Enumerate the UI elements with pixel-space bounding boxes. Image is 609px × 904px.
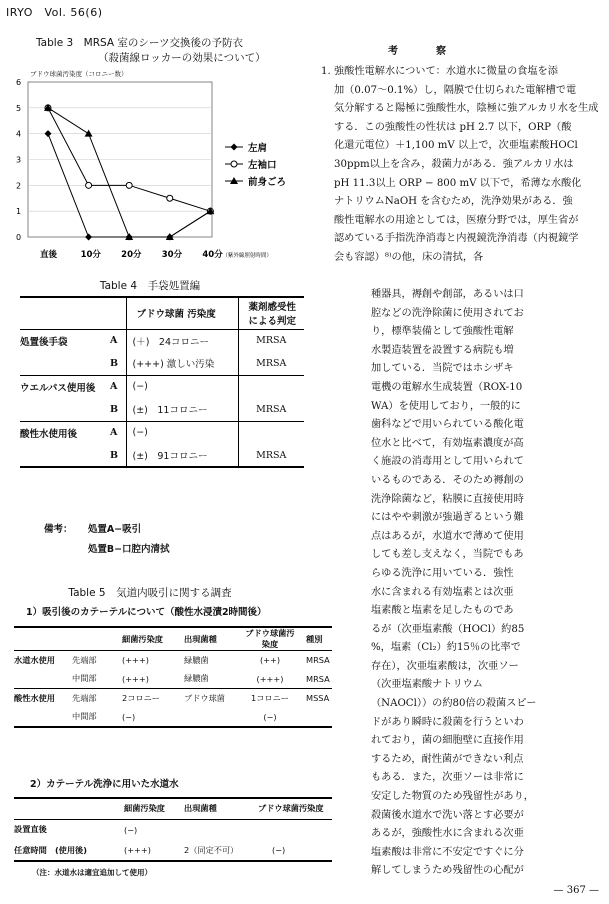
table-cell [184, 819, 258, 840]
table-cell: 2（同定不可） [184, 844, 239, 855]
table-cell: 緑膿菌 [184, 654, 209, 665]
body-line: 化還元電位）＋1,100 mV 以上で，次亜塩素酸HOCl [334, 140, 578, 152]
table-header-cell: 種別 [306, 633, 323, 644]
table4-group [20, 375, 304, 421]
body-line: いるものである．そのため褥創の [371, 474, 524, 486]
body-line: 電機の電解水生成装置（ROX-10 [371, 381, 523, 393]
x-axis-note: （紫外線照射時間） [222, 253, 272, 259]
table-cell: 2コロニー [122, 692, 160, 703]
judgement-cell [238, 421, 304, 444]
table-cell [258, 819, 332, 840]
table-row [14, 819, 332, 840]
table-header-cell: 出現菌種 [184, 803, 217, 814]
y-tick-label: 4 [16, 129, 22, 139]
page-number: — 367 — [553, 885, 599, 896]
x-tick-label: 10分 [80, 250, 101, 260]
table5-title: Table 5 気道内吸引に関する調査 [68, 587, 232, 599]
body-line: する．この強酸性の性状は pH 2.7 以下，ORP（酸 [334, 121, 572, 133]
table-header-cell [110, 297, 126, 329]
table-header-cell: 薬剤感受性 による判定 [238, 297, 304, 329]
table5-sub2: 2）カテーテル洗浄に用いた水道水 [30, 779, 179, 790]
table-header-cell: 出現菌種 [184, 633, 217, 644]
body-line: 加している．当院ではホシザキ [371, 363, 514, 375]
body-line: ナトリウムNaOH を含むため，洗浄効果がある．強 [334, 196, 573, 208]
body-line: 腔などの洗浄除菌に使用されてお [371, 307, 524, 319]
body-line: WA）を使用しており，一般的に [371, 400, 521, 412]
judgement-cell [238, 375, 304, 398]
body-line: らゆる洗浄に用いている．強性 [371, 567, 514, 579]
judgement-cell: MRSA [238, 444, 304, 467]
table-cell: 緑膿菌 [184, 673, 209, 684]
y-tick-label: 0 [16, 233, 22, 242]
table-cell: (+++) [256, 673, 284, 684]
judgement-cell: MRSA [238, 329, 304, 352]
contamination-cell: (±) 11コロニー [126, 398, 238, 421]
body-line: ドがあり瞬時に殺菌を行うといわ [371, 716, 524, 728]
table-cell: (−) [263, 711, 277, 722]
discussion-body-wide [334, 63, 602, 268]
table-cell: (−) [122, 711, 136, 722]
table-row [20, 375, 304, 398]
table-row [14, 670, 332, 689]
table-cell: MRSA [306, 673, 330, 684]
contamination-cell: (±) 91コロニー [126, 444, 238, 467]
body-line: 種器具，褥創や創部，あるいは口 [371, 289, 524, 300]
notes-label: 備考： [44, 524, 73, 535]
procedure-cell: B [110, 403, 119, 415]
table-row [20, 329, 304, 352]
body-line: 解してしまうため残留性の心配が [371, 865, 524, 877]
body-line: 酸性電解水の用途としては，医療分野では，厚生省が [334, 214, 579, 226]
y-tick-label: 6 [16, 78, 22, 87]
body-line: （次亜塩素酸ナトリウム [371, 679, 483, 691]
judgement-cell: MRSA [238, 398, 304, 421]
table5-sub1: 1）吸引後のカテーテルについて（酸性水浸漬2時間後） [26, 607, 267, 618]
table-cell [14, 708, 72, 727]
marker-circle [167, 195, 173, 201]
table4-header-row [20, 297, 304, 329]
procedure-cell: B [110, 357, 119, 369]
marker-circle [86, 182, 92, 188]
judgement-cell: MRSA [238, 352, 304, 375]
chart-legend [225, 142, 286, 188]
table-row [20, 444, 304, 467]
y-tick-label: 5 [16, 103, 22, 113]
table-cell [298, 708, 332, 727]
body-line: 安定した物質のため残留性があり， [371, 791, 534, 803]
table-cell: (+++) [122, 673, 149, 684]
legend-label: 左肩 [248, 143, 268, 154]
body-line: 加（0.07〜0.1%）し，隔膜で仕切られた電解槽で電 [334, 84, 577, 96]
table-cell: 先端部 [72, 654, 97, 665]
table-cell: 1コロニー [251, 692, 289, 703]
table-cell: 設置直後 [14, 824, 47, 835]
body-line: あるが，強酸性水に含まれる次亜 [371, 828, 524, 840]
table3-title-line1: Table 3 MRSA 室のシーツ交換後の予防衣 [36, 37, 243, 49]
body-line: 塩素酸と塩素を足したものであ [371, 605, 514, 617]
table-cell: (++) [259, 655, 281, 666]
procedure-cell: B [110, 449, 119, 461]
table-header-cell: ブドウ球菌汚染度 [245, 628, 295, 649]
table-header-cell: ブドウ球菌汚染度 [258, 803, 324, 814]
table-header-cell: 細菌汚染度 [124, 803, 165, 814]
marker-circle [126, 182, 132, 188]
group-label: 酸性水使用後 [20, 428, 78, 440]
table-cell: (−) [124, 824, 138, 835]
table-header-cell [72, 627, 122, 651]
body-line: れており，菌の細胞壁に直接作用 [371, 735, 524, 747]
table4-group [20, 329, 304, 375]
body-line: 会も容認）⁸⁾の他，床の清拭，各 [334, 251, 484, 263]
table-header-cell [14, 798, 124, 819]
x-tick-label: 20分 [121, 250, 142, 260]
table-cell: (−) [272, 845, 286, 855]
table-cell: 水道水使用 [14, 654, 55, 665]
table-cell: 酸性水使用 [14, 692, 55, 703]
body-line: 殺菌後水道水で洗い落とす必要が [371, 809, 524, 821]
body-line: もある．また，次亜ソーは非常に [371, 772, 524, 784]
table-cell: 先端部 [72, 692, 97, 703]
x-tick-label: 直後 [40, 250, 58, 260]
table5a-group [14, 689, 332, 727]
body-line: るが（次亜塩素酸（HOCl）約85 [371, 623, 525, 635]
table-cell: (+++) [124, 845, 151, 855]
table-header-cell: ブドウ球菌 汚染度 [126, 297, 238, 329]
body-line: 歯科などで用いられている酸化電 [371, 419, 524, 431]
contamination-cell: (−) [126, 375, 238, 398]
table4-title: Table 4 手袋処置編 [99, 280, 201, 292]
table-cell: MRSA [306, 655, 330, 666]
table-cell: (+++) [122, 655, 149, 666]
table4-group [20, 421, 304, 467]
marker-circle [231, 161, 237, 167]
table-row [14, 840, 332, 861]
table3-line-chart [0, 72, 310, 262]
table-cell [184, 708, 242, 727]
table-header-cell [14, 627, 72, 651]
section-heading: 考 察 [388, 46, 460, 57]
table-row [20, 421, 304, 444]
table-row [14, 689, 332, 708]
body-line: するため，耐性菌ができない利点 [371, 753, 524, 765]
table4 [20, 296, 304, 468]
body-line: く施設の消毒用として用いられて [371, 456, 524, 468]
y-tick-label: 2 [16, 181, 22, 191]
table-row [20, 352, 304, 375]
contamination-cell: (＋) 24コロニー [126, 329, 238, 352]
body-line: 点はあるが，水道水で薄めて使用 [371, 530, 524, 542]
chart-ylabel: ブドウ球菌汚染度（コロニー数） [30, 70, 128, 78]
body-line: 存在），次亜塩素酸は，次亜ソー [371, 660, 519, 672]
y-tick-label: 3 [16, 155, 22, 165]
note-item: 処置B−口腔内清拭 [87, 544, 170, 555]
table-cell: 中間部 [72, 673, 97, 684]
table5b-body [14, 819, 332, 861]
body-line: 30ppm以上を含み，殺菌力がある．強アルカリ水は [334, 158, 574, 170]
x-tick-label: 40分 [202, 250, 223, 260]
table-cell: 任意時間 (使用後) [14, 844, 87, 855]
table3-title [36, 36, 266, 66]
table-row [14, 708, 332, 727]
body-line: 認めている手指洗浄消毒と内視鏡洗浄消毒（内視鏡学 [334, 233, 579, 245]
table-cell: MSSA [306, 693, 330, 704]
table5-catheter-table [14, 626, 332, 728]
body-line: 水製造装置を設置する病院も増 [371, 344, 514, 356]
body-line: しても差し支えなく，当院でもあ [371, 549, 524, 561]
table-cell: 中間部 [72, 711, 97, 721]
procedure-cell: A [110, 381, 118, 393]
body-line: り，標準装備として強酸性電解 [371, 326, 514, 338]
table5a-group [14, 651, 332, 689]
table5-note: （注：水道水は適宜追加して使用） [32, 868, 152, 877]
table5-tapwater-table [14, 797, 332, 862]
table5a-header-row [14, 627, 332, 651]
body-line: にはやや刺激が強過ぎるという難 [371, 512, 524, 524]
table5b-header-row [14, 798, 332, 819]
body-line: pH 11.3以上 ORP − 800 mV 以下で，希薄な水酸化 [334, 177, 582, 189]
body-line: 水に含まれる有効塩素とは次亜 [371, 586, 514, 598]
note-item: 処置A−吸引 [87, 524, 142, 535]
body-line: 強酸性電解水について：水道水に微量の食塩を添 [334, 66, 558, 77]
table-row [14, 651, 332, 670]
marker-diamond [231, 144, 238, 151]
discussion-body-narrow [371, 286, 602, 881]
body-line: （NAOCl））の約80倍の殺菌スピー [371, 698, 537, 710]
table-cell [14, 670, 72, 689]
group-label: ウエルパス使用後 [20, 382, 96, 394]
table3-title-line2: （殺菌線ロッカーの効果について） [98, 52, 266, 64]
y-tick-label: 1 [16, 207, 22, 217]
body-line: 塩素酸は非常に不安定ですぐに分 [371, 846, 524, 858]
item-number: 1. [321, 66, 331, 77]
table-header-cell: 細菌汚染度 [122, 633, 163, 644]
table4-notes [44, 520, 170, 560]
contamination-cell: (−) [126, 421, 238, 444]
running-header: IRYO Vol. 56(6) [6, 6, 103, 19]
x-tick-label: 30分 [161, 250, 183, 260]
table-cell: ブドウ球菌 [184, 692, 225, 703]
procedure-cell: A [110, 427, 118, 439]
table-row [20, 398, 304, 421]
table-header-cell [20, 297, 110, 329]
group-label: 処置後手袋 [20, 336, 68, 348]
body-line: 位水と比べて，有効塩素濃度が高 [371, 437, 524, 449]
procedure-cell: A [110, 335, 118, 347]
body-line: %，塩素（Cl₂）約15％の比率で [371, 642, 521, 654]
body-line: 洗浄除菌など，粘膜に直接使用時 [371, 493, 524, 505]
body-line: 気分解すると陽極に強酸性水，陰極に強アルカリ水を生成 [334, 103, 599, 115]
legend-label: 左袖口 [248, 160, 277, 171]
contamination-cell: (+++) 激しい汚染 [126, 352, 238, 375]
legend-label: 前身ごろ [248, 177, 287, 188]
